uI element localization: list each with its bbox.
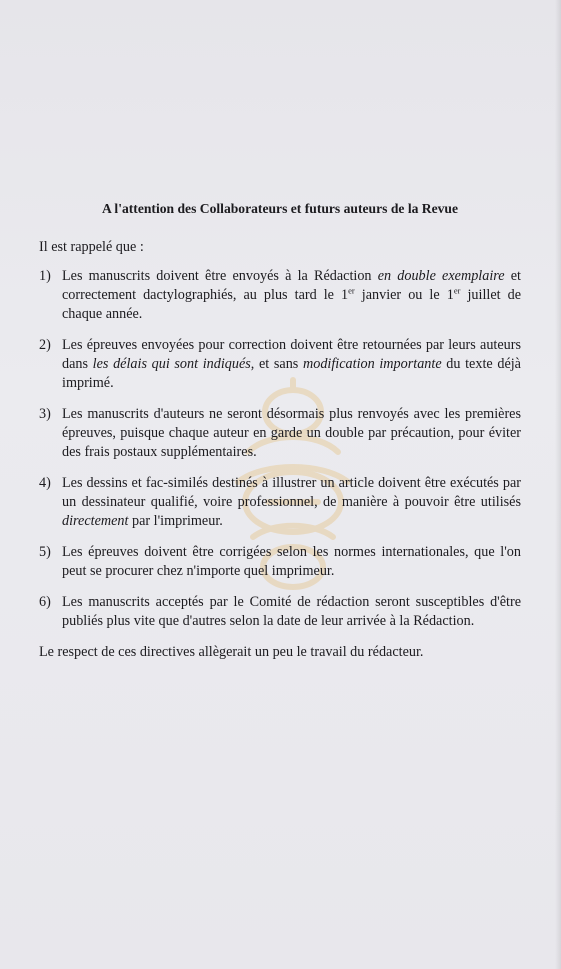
item-text: et correctement dactylographiés, au plus tard le 1 [62,268,521,303]
item-number: 6) [39,594,51,610]
item-text: , et sans [250,356,303,372]
item-text: Les manuscrits d'auteurs ne seront désormais plus renvoyés avec les premières épreuves, puisque chaque auteur en garde un double par précaution, pour éviter des frais postaux supplémentaires. [62,406,521,460]
item-number: 5) [39,544,51,560]
item-emphasis: directement [62,513,129,529]
item-text: juillet de chaque année. [62,287,521,322]
ordinal-superscript: er [348,285,355,296]
notice-body [39,199,521,662]
directive-item-1 [39,267,521,324]
directive-item-6 [39,593,521,631]
item-emphasis: en double exemplaire [377,268,505,284]
item-text: Les dessins et fac-similés destinés à illustrer un article doivent être exécutés par un dessinateur qualifié, voire professionnel, de manière à pouvoir être utilisés [62,475,521,510]
item-number: 3) [39,406,51,422]
item-number: 4) [39,475,51,491]
item-number: 1) [39,268,51,284]
item-text: Les épreuves envoyées pour correction doivent être retournées par leurs auteurs dans [62,337,521,372]
directive-item-4 [39,474,521,531]
item-text: Les manuscrits doivent être envoyés à la Rédaction [62,268,378,284]
item-emphasis: modification importante [302,356,442,372]
closing-text: Le respect de ces directives allègerait un peu le travail du rédacteur. [39,644,424,660]
notice-heading: A l'attention des Collaborateurs et futurs auteurs de la Revue [101,201,459,216]
item-text: du texte déjà imprimé. [62,356,521,391]
directive-item-2 [39,336,521,393]
ordinal-superscript: er [453,285,461,296]
item-number: 2) [39,337,51,353]
page-edge-shadow [555,0,561,969]
directives-list [39,267,521,631]
item-text: Les manuscrits acceptés par le Comité de rédaction seront susceptibles d'être publiés plus vite que d'autres selon la date de leur arrivée à la Rédaction. [62,594,521,629]
item-emphasis: les délais qui sont indiqués [92,356,251,372]
directive-item-5 [39,543,521,581]
item-text: janvier ou le 1 [354,287,454,303]
directive-item-3 [39,405,521,462]
item-text: Les épreuves doivent être corrigées selon les normes internationales, que l'on peut se procurer chez n'importe quel imprimeur. [62,544,521,579]
intro-text: Il est rappelé que : [39,239,144,255]
item-text: par l'imprimeur. [128,513,223,529]
